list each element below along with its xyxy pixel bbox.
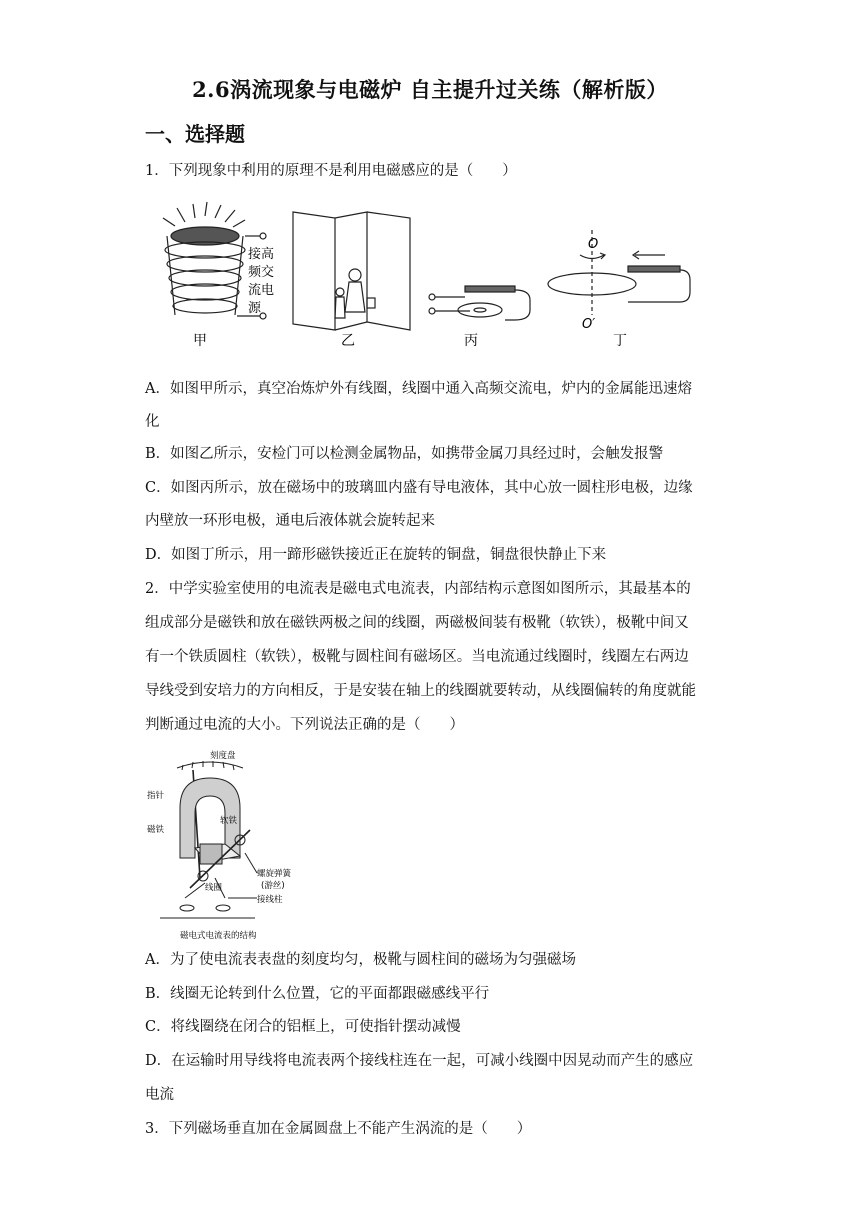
q2-stem-line3: 有一个铁质圆柱（软铁），极靴与圆柱间有磁场区。当电流通过线圈时，线圈左右两边 (145, 649, 689, 665)
copper-disc-figure (548, 230, 690, 315)
q2-stem-line4: 导线受到安培力的方向相反，于是安装在轴上的线圈就要转动，从线圈偏转的角度就能 (145, 683, 696, 699)
q1-option-c-line1: C．如图丙所示，放在磁场中的玻璃皿内盛有导电液体，其中心放一圆柱形电极，边缘 (145, 480, 693, 496)
label-pointer: 指针 (147, 791, 165, 801)
label-dial: 刻度盘 (210, 751, 236, 761)
fig-label-yi: 乙 (341, 333, 355, 349)
q2-stem-line5: 判断通过电流的大小。下列说法正确的是（ ） (145, 717, 464, 733)
q1-option-b: B．如图乙所示，安检门可以检测金属物品，如携带金属刀具经过时，会触发报警 (145, 446, 664, 462)
q1-option-d: D．如图丁所示，用一蹄形磁铁接近正在旋转的铜盘，铜盘很快静止下来 (145, 547, 607, 563)
label-magnet: 磁铁 (147, 825, 165, 835)
q2-stem-line1: 2．中学实验室使用的电流表是磁电式电流表，内部结构示意图如图所示，其最基本的 (145, 581, 691, 597)
q3-stem: 3．下列磁场垂直加在金属圆盘上不能产生涡流的是（ ） (145, 1121, 532, 1137)
label-soft-iron: 软铁 (220, 816, 238, 826)
section-heading: 一、选择题 (145, 122, 245, 146)
q2-option-b: B．线圈无论转到什么位置，它的平面都跟磁感线平行 (145, 986, 490, 1002)
q2-stem-line2: 组成部分是磁铁和放在磁铁两极之间的线圈，两磁极间装有极靴（软铁），极靴中间又 (145, 615, 689, 631)
fig-side-text-4: 源 (248, 301, 262, 316)
document-title: 2.6涡流现象与电磁炉 自主提升过关练（解析版） (192, 77, 668, 102)
q2-option-c: C．将线圈绕在闭合的铝框上，可使指针摆动减慢 (145, 1019, 461, 1035)
q1-figure (145, 200, 705, 359)
fig-label-bing: 丙 (464, 333, 478, 349)
fig-side-text-1: 接高 (248, 247, 275, 262)
fig-label-o-bottom: O′ (582, 317, 596, 332)
fig-side-text-2: 频交 (248, 265, 275, 280)
q2-option-a: A．为了使电流表表盘的刻度均匀，极靴与圆柱间的磁场为匀强磁场 (145, 952, 576, 968)
label-spring: 螺旋弹簧 (257, 869, 292, 879)
label-spring-note: (游丝) (261, 881, 285, 891)
q2-option-d-line2: 电流 (145, 1087, 174, 1103)
fig-side-text-3: 流电 (248, 283, 275, 298)
figure-caption: 磁电式电流表的结构 (180, 931, 257, 941)
label-coil: 线圈 (205, 883, 223, 893)
q1-option-c-line2: 内壁放一环形电极，通电后液体就会旋转起来 (145, 513, 435, 529)
fig-label-ding: 丁 (613, 333, 627, 349)
fig-label-jia: 甲 (193, 333, 207, 349)
q1-option-a-line1: A．如图甲所示，真空冶炼炉外有线圈，线圈中通入高频交流电，炉内的金属能迅速熔 (145, 381, 692, 397)
fig-label-o-top: O (588, 237, 599, 252)
q1-option-a-line2: 化 (145, 414, 160, 430)
q2-option-d-line1: D．在运输时用导线将电流表两个接线柱连在一起，可减小线圈中因晃动而产生的感应 (145, 1053, 694, 1069)
label-terminal: 接线柱 (257, 895, 283, 905)
q1-stem: 1．下列现象中利用的原理不是利用电磁感应的是（ ） (145, 163, 517, 179)
galvanometer-figure (160, 761, 257, 918)
security-gate-figure (293, 212, 410, 330)
dish-figure (429, 286, 530, 320)
q2-figure (145, 748, 320, 947)
